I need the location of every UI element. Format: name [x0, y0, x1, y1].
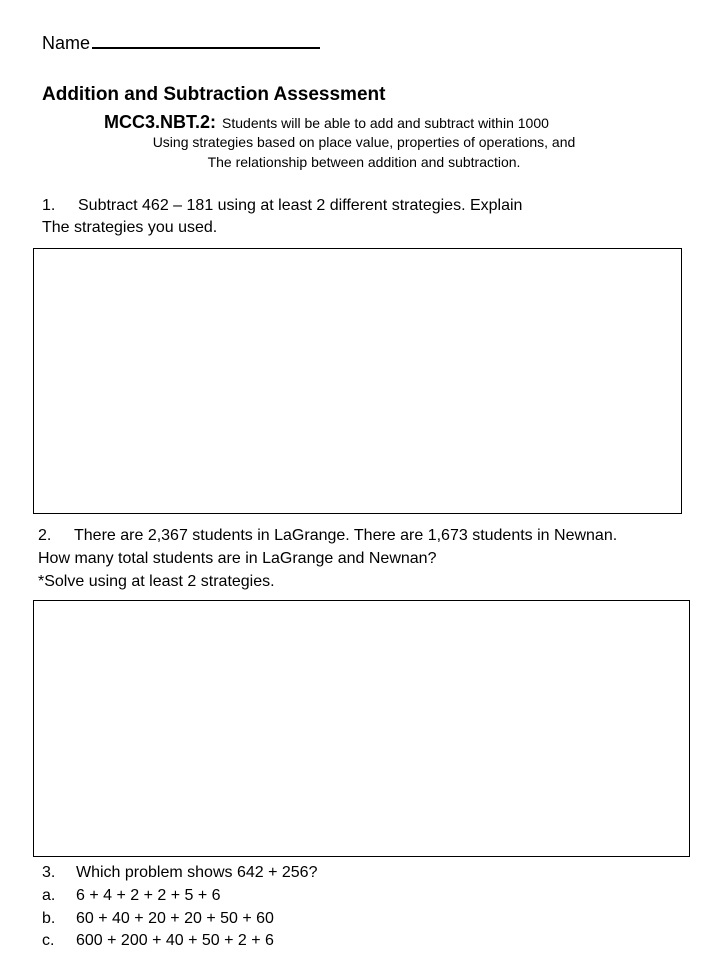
q2-answer-box[interactable] — [33, 600, 690, 857]
q1-text: Subtract 462 – 181 using at least 2 different strategies. Explain — [78, 197, 523, 214]
q1-number: 1. — [42, 197, 56, 214]
q3-option-a[interactable] — [42, 887, 221, 905]
q3-option-b[interactable] — [42, 910, 274, 928]
option-letter: b. — [42, 910, 56, 927]
q1-line-1 — [42, 197, 522, 215]
q2-line-1 — [38, 527, 617, 545]
q3-number: 3. — [42, 864, 56, 881]
standard-subline-1: Using strategies based on place value, properties of operations, and — [152, 134, 576, 150]
name-label: Name — [42, 33, 91, 53]
q2-number: 2. — [38, 527, 52, 544]
q1-answer-box[interactable] — [33, 248, 682, 514]
name-blank-line[interactable] — [92, 33, 320, 49]
standard-line — [104, 112, 549, 133]
option-letter: a. — [42, 887, 56, 904]
q3-line — [42, 864, 317, 882]
q2-line-2: How many total students are in LaGrange and Newnan? — [38, 550, 437, 567]
q1-line-2: The strategies you used. — [42, 219, 218, 236]
page-title: Addition and Subtraction Assessment — [42, 84, 386, 105]
option-text: 600 + 200 + 40 + 50 + 2 + 6 — [76, 932, 274, 949]
q2-text: There are 2,367 students in LaGrange. There are 1,673 students in Newnan. — [74, 527, 618, 544]
q2-line-3: *Solve using at least 2 strategies. — [38, 573, 275, 590]
option-text: 6 + 4 + 2 + 2 + 5 + 6 — [76, 887, 221, 904]
standard-subline-2: The relationship between addition and subtraction. — [207, 154, 521, 170]
q3-option-c[interactable] — [42, 932, 274, 950]
standard-description: Students will be able to add and subtract within 1000 — [222, 115, 549, 131]
q3-text: Which problem shows 642 + 256? — [76, 864, 318, 881]
name-field[interactable] — [42, 33, 320, 54]
option-text: 60 + 40 + 20 + 20 + 50 + 60 — [76, 910, 274, 927]
standard-code: MCC3.NBT.2: — [104, 112, 217, 132]
option-letter: c. — [42, 932, 55, 949]
